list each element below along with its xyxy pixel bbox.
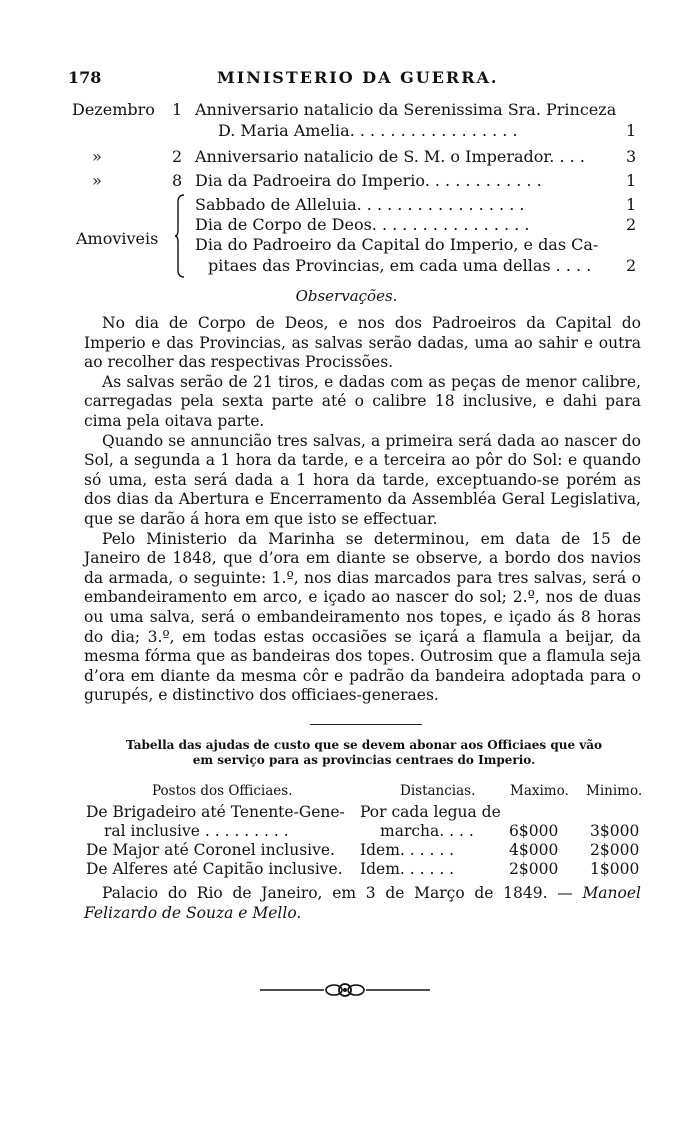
closing-text: Palacio do Rio de Janeiro, em 3 de Março de 1849. — xyxy=(102,884,573,902)
amoviveis-item-text: Dia de Corpo de Deos. . . . . . . . . . . . . . . . xyxy=(195,215,530,234)
column-header: Distancias. xyxy=(400,783,476,799)
amoviveis-item-continuation: pitaes das Provincias, em cada uma dellas . . . . xyxy=(208,256,592,275)
calendar-text: Anniversario natalicio da Serenissima Sra. Princeza xyxy=(195,100,617,119)
ornament-icon xyxy=(260,980,430,1000)
calendar-month: » xyxy=(92,147,102,166)
distancia-cell: Por cada legua de xyxy=(360,803,501,821)
page-number: 178 xyxy=(68,68,102,87)
minimo-cell: 1$000 xyxy=(590,860,640,878)
calendar-salvas: 3 xyxy=(626,147,637,166)
tabella-title-line: em serviço para as provincias centraes do Imperio. xyxy=(192,753,536,767)
amoviveis-item-salvas: 2 xyxy=(626,256,637,275)
calendar-salvas: 1 xyxy=(626,121,637,140)
column-header: Minimo. xyxy=(586,783,643,799)
distancia-cell-continuation: marcha. . . . xyxy=(380,822,474,840)
posto-cell: De Brigadeiro até Tenente-Gene- xyxy=(86,803,345,821)
posto-cell: De Major até Coronel inclusive. xyxy=(86,841,335,859)
tabella-title xyxy=(84,738,644,768)
observacoes-paragraph: No dia de Corpo de Deos, e nos dos Padroeiros da Capital do Imperio e das Provincias, as salvas serão dadas, uma ao sahir e outra ao recolher das respectivas Procissões. xyxy=(84,314,641,372)
minimo-cell: 3$000 xyxy=(590,822,640,840)
observacoes-paragraph: As salvas serão de 21 tiros, e dadas com as peças de menor calibre, carregadas pela sexta parte até o calibre 18 inclusive, e dahi para cima pela oitava parte. xyxy=(84,372,641,430)
calendar-text: Anniversario natalicio de S. M. o Imperador. . . . xyxy=(195,147,585,166)
column-header: Maximo. xyxy=(510,783,569,799)
calendar-salvas: 1 xyxy=(626,171,637,190)
distancia-cell: Idem. . . . . . xyxy=(360,860,455,878)
calendar-day: 8 xyxy=(172,171,183,190)
calendar-month: Dezembro xyxy=(72,100,155,119)
amoviveis-label: Amoviveis xyxy=(76,229,159,248)
calendar-text-continuation: D. Maria Amelia. . . . . . . . . . . . . . . . . xyxy=(218,121,518,140)
observacoes-paragraph: Pelo Ministerio da Marinha se determinou, em data de 15 de Janeiro de 1848, que d’ora em diante se observe, a bordo dos navios da armada, o seguinte: 1.º, nos dias marcados para tres salvas, será o embandeiramento em arco, e içado ao nascer do sol; 2.º, nos de duas ou uma salva, será o embandeiramento nos topes, e içado ás 8 horas do dia; 3.º, em todas estas occasiões se içará a flamula a beijar, da mesma fórma que as bandeiras dos topes. Outrosim que a flamula seja d’ora em diante da mesma côr e padrão da bandeira adoptada para o gurupés, e distinctivo dos officiaes-generaes. xyxy=(84,529,641,705)
observacoes-paragraph: Quando se annuncião tres salvas, a primeira será dada ao nascer do Sol, a segunda a 1 hora da tarde, e a terceira ao pôr do Sol: e quando só uma, esta será dada a 1 hora da tarde, exceptuando-se porém as dos dias da Abertura e Encerramento da Assembléa Geral Legislativa, que se darão á hora em que isto se effectuar. xyxy=(84,431,641,528)
maximo-cell: 4$000 xyxy=(509,841,559,859)
calendar-day: 1 xyxy=(172,100,183,119)
calendar-day: 2 xyxy=(172,147,183,166)
minimo-cell: 2$000 xyxy=(590,841,640,859)
posto-cell-continuation: ral inclusive . . . . . . . . . xyxy=(104,822,289,840)
brace-icon xyxy=(175,194,185,278)
tabella-title-line: Tabella das ajudas de custo que se devem abonar aos Officiaes que vão xyxy=(125,738,603,752)
column-header: Postos dos Officiaes. xyxy=(152,783,293,799)
amoviveis-item-salvas: 1 xyxy=(626,195,637,214)
calendar-text: Dia da Padroeira do Imperio. . . . . . . . . . . . xyxy=(195,171,542,190)
amoviveis-item-salvas: 2 xyxy=(626,215,637,234)
observacoes-body xyxy=(84,314,641,706)
calendar-month: » xyxy=(92,171,102,190)
signatory-name: Manoel Felizardo de Souza e Mello. xyxy=(84,884,641,922)
observacoes-title: Observações. xyxy=(295,287,398,305)
posto-cell: De Alferes até Capitão inclusive. xyxy=(86,860,343,878)
page-title: MINISTERIO DA GUERRA. xyxy=(217,68,499,87)
maximo-cell: 2$000 xyxy=(509,860,559,878)
section-divider xyxy=(310,724,422,725)
closing-paragraph xyxy=(84,884,641,923)
maximo-cell: 6$000 xyxy=(509,822,559,840)
amoviveis-item-text: Sabbado de Alleluia. . . . . . . . . . . . . . . . . xyxy=(195,195,525,214)
amoviveis-item-text: Dia do Padroeiro da Capital do Imperio, e das Ca- xyxy=(195,235,599,254)
distancia-cell: Idem. . . . . . xyxy=(360,841,455,859)
